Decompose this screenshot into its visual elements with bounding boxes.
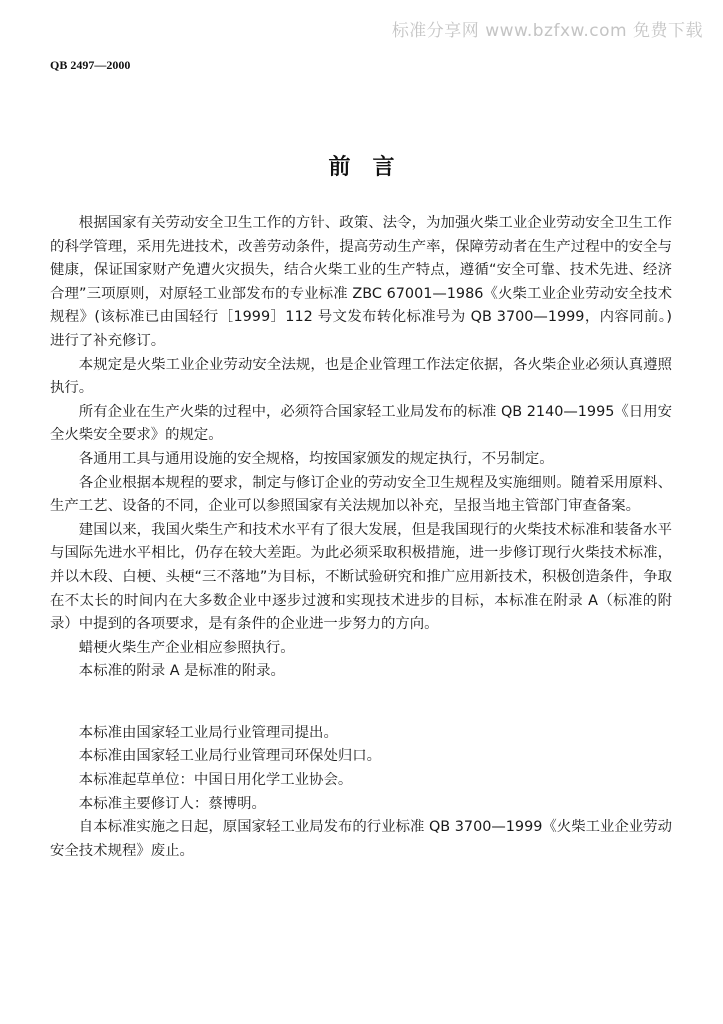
footnote-line: 本标准主要修订人：蔡博明。 (78, 795, 266, 812)
body-paragraph: 本标准的附录 A 是标准的附录。 (78, 663, 285, 680)
body-paragraph: 根据国家有关劳动安全卫生工作的方针、政策、法令，为加强火柴工业企业劳动安全卫生工作的科学管理，采用先进技术，改善劳动条件，提高劳动生产率，保障劳动者在生产过程中的安全与健康，保证国家财产免遭火灾损失，结合火柴工业的生产特点，遵循“安全可靠、技术先进、经济合理”三项原则，对原轻工业部发布的专业标准 ZBC 67001—1986《火柴工业企业劳动安全技术规程》(该标准已由国轻行［1999］112 号文发布转化标准号为 QB 3700—1999，内容同前。)进行了补充修订。 (50, 215, 672, 349)
standard-code: QB 2497—2000 (50, 58, 131, 72)
body-paragraph: 本规定是火柴工业企业劳动安全法规，也是企业管理工作法定依据，各火柴企业必须认真遵照执行。 (50, 356, 672, 397)
body-paragraph: 各通用工具与通用设施的安全规格，均按国家颁发的规定执行，不另制定。 (78, 450, 554, 467)
body-paragraph: 建国以来，我国火柴生产和技术水平有了很大发展，但是我国现行的火柴技术标准和装备水平与国际先进水平相比，仍存在较大差距。为此必须采取积极措施，进一步修订现行火柴技术标准，并以木段、白梗、头梗“三不落地”为目标，不断试验研究和推广应用新技术，积极创造条件，争取在不太长的时间内在大多数企业中逐步过渡和实现技术进步的目标，本标准在附录 A（标准的附录）中提到的各项要求，是有条件的企业进一步努力的方向。 (50, 521, 672, 633)
body-paragraph: 所有企业在生产火柴的过程中，必须符合国家轻工业局发布的标准 QB 2140—1995《日用安全火柴安全要求》的规定。 (50, 403, 672, 444)
footnote-line: 本标准由国家轻工业局行业管理司提出。 (78, 724, 338, 741)
body-paragraph: 各企业根据本规程的要求，制定与修订企业的劳动安全卫生规程及实施细则。随着采用原料、生产工艺、设备的不同，企业可以参照国家有关法规加以补充，呈报当地主管部门审查备案。 (50, 474, 672, 515)
section-spacer (50, 684, 672, 722)
document-body (50, 212, 672, 863)
page-title: 前言 (328, 154, 417, 180)
footnote-line: 自本标准实施之日起，原国家轻工业局发布的行业标准 QB 3700—1999《火柴工业企业劳动安全技术规程》废止。 (50, 819, 672, 859)
footnote-line: 本标准起草单位：中国日用化学工业协会。 (78, 772, 353, 789)
footnote-line: 本标准由国家轻工业局行业管理司环保处归口。 (78, 748, 382, 765)
body-paragraph: 蜡梗火柴生产企业相应参照执行。 (78, 639, 295, 656)
site-watermark: 标准分享网 www.bzfxw.com 免费下载 (391, 21, 703, 41)
